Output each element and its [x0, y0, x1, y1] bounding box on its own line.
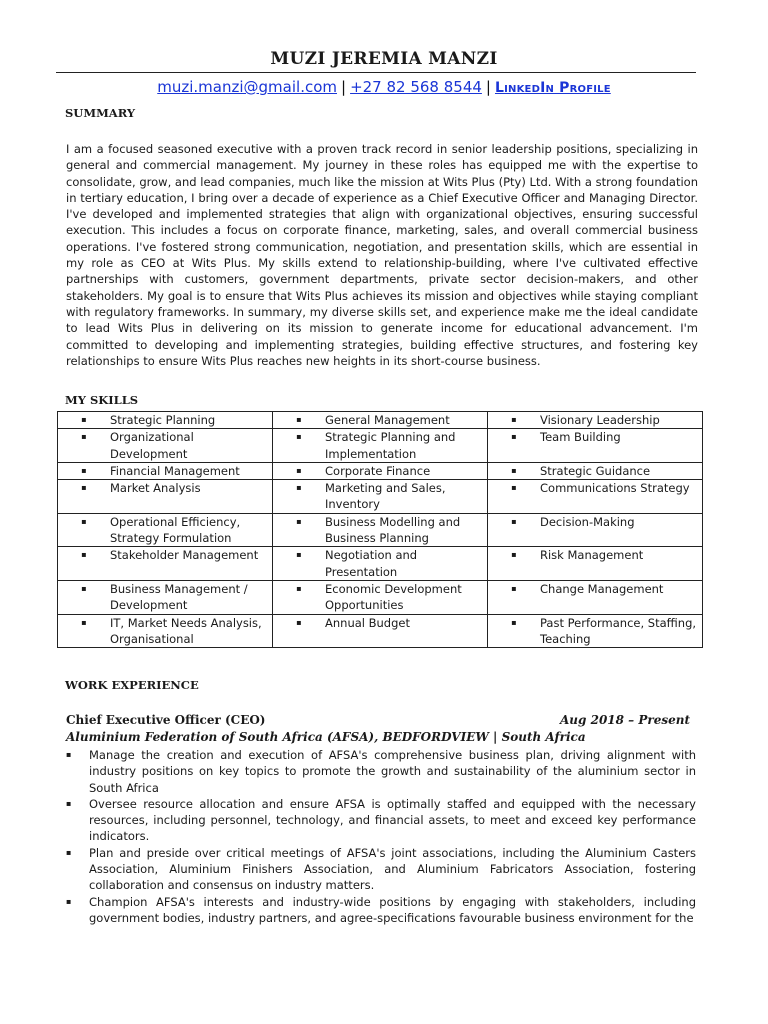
- skill-cell: [273, 480, 488, 514]
- summary-text: I am a focused seasoned executive with a proven track record in senior leadership positions, specializing in general and commercial management. My journey in these roles has equipped me with the expertise to consolidate, grow, and lead companies, much like the mission at Wits Plus (Pty) Ltd. With a strong foundation in tertiary education, I bring over a decade of experience as a Chief Executive Officer and Managing Director. I've developed and implemented strategies that align with organizational objectives, ensuring successful execution. This includes a focus on corporate finance, marketing, sales, and overall commercial business operations. I've fostered strong communication, negotiation, and presentation skills, which are essential in my role as CEO at Wits Plus. My skills extend to relationship-building, where I've cultivated effective partnerships with customers, government departments, private sector decision-makers, and other stakeholders. My goal is to ensure that Wits Plus achieves its mission and objectives while staying compliant with regulatory frameworks. In summary, my diverse skills set, and experience make me the ideal candidate to lead Wits Plus in delivering on its mission to generate income for educational advancement. I'm committed to developing and implementing strategies, building effective structures, and fostering key relationships to ensure Wits Plus reaches new heights in its short-course business.: [66, 142, 698, 368]
- candidate-name: MUZI JEREMIA MANZI: [270, 49, 498, 69]
- skill-cell: [273, 614, 488, 648]
- skill-cell: [488, 580, 703, 614]
- skill-item: Communications Strategy: [540, 481, 690, 496]
- skills-heading: MY SKILLS: [65, 393, 139, 407]
- bullet-icon: ▪: [296, 432, 302, 442]
- skills-row: [58, 580, 703, 614]
- skill-cell: [58, 429, 273, 463]
- skill-cell: [488, 429, 703, 463]
- duty-text: Champion AFSA's interests and industry-wide positions by engaging with stakeholders, including government bodies, industry partners, and agree-specifications favourable business environment for the: [89, 894, 696, 925]
- skill-cell: [58, 513, 273, 547]
- bullet-icon: ▪: [66, 750, 72, 759]
- skill-cell: [488, 547, 703, 581]
- bullet-icon: ▪: [66, 798, 72, 808]
- skill-cell: [273, 429, 488, 463]
- skill-item: Strategic Planning: [110, 413, 216, 427]
- duty-item: [66, 894, 696, 927]
- contact-line: [0, 78, 768, 96]
- skill-item: General Management: [325, 413, 450, 427]
- skill-cell: [58, 412, 273, 429]
- skills-row: [58, 480, 703, 514]
- skill-item: Stakeholder Management: [110, 548, 259, 563]
- bullet-icon: ▪: [81, 465, 87, 475]
- bullet-icon: ▪: [81, 415, 87, 424]
- skill-item: Change Management: [540, 581, 664, 596]
- skill-cell: [58, 480, 273, 514]
- skill-cell: [273, 412, 488, 429]
- skill-item: Business Management / Development: [110, 581, 248, 613]
- skill-item: Economic Development Opportunities: [325, 581, 462, 613]
- skill-item: Organizational Development: [110, 430, 194, 461]
- skill-item: Corporate Finance: [325, 463, 431, 478]
- bullet-icon: ▪: [81, 550, 87, 560]
- skill-cell: [488, 513, 703, 547]
- skill-item: Negotiation and Presentation: [325, 548, 418, 579]
- bullet-icon: ▪: [66, 847, 72, 857]
- skill-item: Business Modelling and Business Planning: [325, 514, 461, 546]
- skill-item: Market Analysis: [110, 481, 201, 496]
- duty-text: Oversee resource allocation and ensure AFSA is optimally staffed and equipped with the necessary resources, including personnel, technology, and financial assets, to meet and exceed key performance indicators.: [89, 796, 696, 844]
- bullet-icon: ▪: [511, 465, 517, 475]
- skill-item: Decision-Making: [540, 514, 635, 529]
- skill-item: Strategic Planning and Implementation: [325, 430, 456, 461]
- bullet-icon: ▪: [511, 483, 517, 493]
- bullet-icon: ▪: [511, 432, 517, 442]
- contact-separator: |: [485, 78, 491, 96]
- job-organisation: Aluminium Federation of South Africa (AFSA), BEDFORDVIEW | South Africa: [66, 730, 586, 744]
- skill-item: Visionary Leadership: [540, 413, 660, 427]
- bullet-icon: ▪: [511, 617, 517, 627]
- skill-cell: [58, 547, 273, 581]
- bullet-icon: ▪: [81, 516, 87, 526]
- email-link[interactable]: muzi.manzi@gmail.com: [157, 78, 337, 96]
- skill-item: Financial Management: [110, 463, 240, 478]
- bullet-icon: ▪: [296, 465, 302, 475]
- skill-cell: [488, 462, 703, 479]
- skill-cell: [273, 513, 488, 547]
- bullet-icon: ▪: [296, 617, 302, 627]
- linkedin-link[interactable]: LinkedIn Profile: [494, 80, 611, 96]
- skills-row: [58, 547, 703, 581]
- bullet-icon: ▪: [66, 896, 72, 906]
- skills-table: [57, 411, 703, 648]
- skill-cell: [488, 614, 703, 648]
- bullet-icon: ▪: [511, 415, 517, 424]
- job-title: Chief Executive Officer (CEO): [66, 713, 266, 727]
- skill-cell: [273, 547, 488, 581]
- skill-cell: [273, 462, 488, 479]
- skill-item: Team Building: [540, 430, 621, 445]
- bullet-icon: ▪: [81, 583, 87, 593]
- bullet-icon: ▪: [296, 550, 302, 560]
- bullet-icon: ▪: [81, 432, 87, 442]
- summary-heading: SUMMARY: [65, 106, 136, 120]
- skill-cell: [273, 580, 488, 614]
- bullet-icon: ▪: [296, 516, 302, 526]
- duty-text: Plan and preside over critical meetings of AFSA's joint associations, including the Aluminium Casters Association, Aluminium Finishers Association, and Aluminium Fabricators Association, fostering collaboration and consensus on industry matters.: [89, 845, 696, 893]
- skills-row: [58, 513, 703, 547]
- skill-item: Annual Budget: [325, 615, 410, 630]
- bullet-icon: ▪: [81, 483, 87, 493]
- contact-separator: |: [341, 78, 347, 96]
- skill-item: Strategic Guidance: [540, 463, 651, 478]
- skills-row: [58, 614, 703, 648]
- bullet-icon: ▪: [511, 550, 517, 560]
- skill-cell: [58, 462, 273, 479]
- skill-item: Operational Efficiency, Strategy Formulation: [110, 514, 241, 546]
- work-experience-heading: WORK EXPERIENCE: [65, 678, 199, 692]
- bullet-icon: ▪: [511, 583, 517, 593]
- job-dates: Aug 2018 – Present: [560, 713, 690, 727]
- skills-row: [58, 429, 703, 463]
- duty-item: [66, 747, 696, 796]
- duty-text: Manage the creation and execution of AFSA's comprehensive business plan, driving alignment with industry positions on key topics to promote the growth and sustainability of the aluminium sector in South Africa: [89, 748, 696, 795]
- job-duties-list: [66, 747, 696, 926]
- bullet-icon: ▪: [296, 483, 302, 493]
- duty-item: [66, 845, 696, 894]
- bullet-icon: ▪: [511, 516, 517, 526]
- skills-row: [58, 412, 703, 429]
- skill-item: Marketing and Sales, Inventory: [325, 481, 446, 512]
- skill-cell: [58, 614, 273, 648]
- skill-cell: [488, 480, 703, 514]
- duty-item: [66, 796, 696, 845]
- phone-link[interactable]: +27 82 568 8544: [350, 78, 482, 96]
- bullet-icon: ▪: [296, 415, 302, 424]
- skill-item: IT, Market Needs Analysis, Organisational: [110, 615, 262, 646]
- bullet-icon: ▪: [296, 583, 302, 593]
- skill-cell: [488, 412, 703, 429]
- header-divider: [56, 72, 696, 73]
- skill-item: Risk Management: [540, 548, 644, 563]
- skill-cell: [58, 580, 273, 614]
- skill-item: Past Performance, Staffing, Teaching: [540, 615, 697, 646]
- bullet-icon: ▪: [81, 617, 87, 627]
- skills-row: [58, 462, 703, 479]
